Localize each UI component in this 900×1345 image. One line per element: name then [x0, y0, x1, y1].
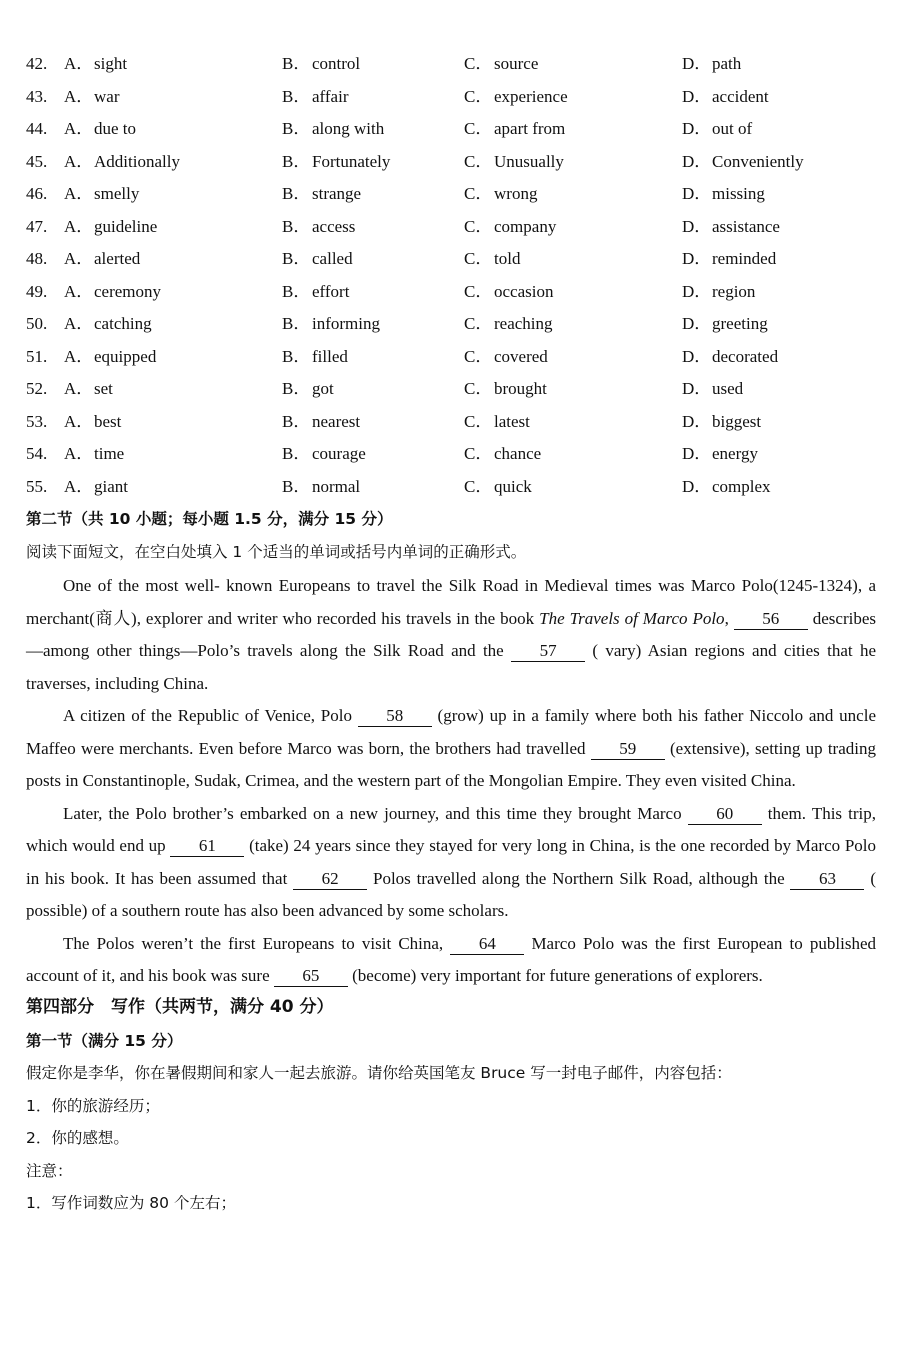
section2-heading: 第二节（共 10 小题；每小题 1.5 分，满分 15 分） [26, 510, 393, 528]
option-a: A．equipped [64, 346, 157, 366]
option-row [26, 343, 886, 376]
option-a: A．alerted [64, 249, 141, 268]
option-a: A．time [64, 444, 125, 463]
part4-subheading: 第一节（满分 15 分） [26, 1031, 183, 1050]
options-list [26, 50, 886, 505]
question-number: 50. [26, 314, 48, 333]
question-number: 48. [26, 249, 48, 268]
option-a: A．war [64, 86, 120, 106]
option-b: B．strange [282, 184, 362, 203]
writing-prompt: 假定你是李华，你在暑假期间和家人一起去旅游。请你给英国笔友 Bruce 写一封电子邮件，内容包括： [26, 1064, 732, 1082]
option-d: D．missing [682, 184, 765, 203]
question-number: 52. [26, 379, 48, 398]
option-row [26, 440, 886, 473]
option-a: A．catching [64, 314, 152, 333]
option-b: B．Fortunately [282, 151, 391, 171]
question-number: 51. [26, 346, 48, 366]
grammar-section [26, 505, 876, 1222]
option-d: D．region [682, 281, 756, 301]
option-d: D．accident [682, 86, 769, 106]
blank-61[interactable]: 61 [170, 836, 244, 857]
blank-58[interactable]: 58 [358, 706, 432, 727]
section2-instruction: 阅读下面短文，在空白处填入 1 个适当的单词或括号内单词的正确形式。 [26, 542, 527, 561]
passage-paragraph-1: One of the most well- known Europeans to travel the Silk Road in Medieval times was Marco Polo(1245-1324), a merchant(商人), explorer and writer who recorded his travels in the book The Travels of Marco Polo, 56 describes—among other things—Polo’s travels along the Silk Road and the 57 ( vary) Asian regions and cities that he traverses, including China. [26, 576, 876, 693]
option-a: A．Additionally [64, 151, 180, 171]
option-row [26, 83, 886, 116]
option-c: C．told [464, 249, 521, 268]
question-number: 55. [26, 476, 48, 496]
question-number: 46. [26, 184, 48, 203]
question-number: 44. [26, 119, 48, 138]
option-c: C．chance [464, 444, 542, 463]
option-c: C．reaching [464, 314, 553, 333]
option-a: A．set [64, 379, 113, 398]
option-c: C．quick [464, 476, 532, 496]
option-c: C．occasion [464, 281, 554, 301]
option-a: A．best [64, 411, 122, 431]
option-d: D．energy [682, 444, 758, 463]
option-b: B．nearest [282, 411, 361, 431]
note-item: 1．写作词数应为 80 个左右； [26, 1194, 236, 1212]
option-a: A．sight [64, 54, 128, 73]
option-c: C．source [464, 54, 539, 73]
option-d: D．biggest [682, 411, 762, 431]
option-row [26, 148, 886, 181]
option-b: B．control [282, 54, 361, 73]
option-d: D．out of [682, 119, 753, 138]
option-b: B．called [282, 249, 353, 268]
option-b: B．effort [282, 281, 350, 301]
blank-65[interactable]: 65 [274, 966, 348, 987]
blank-57[interactable]: 57 [511, 641, 585, 662]
option-d: D．reminded [682, 249, 777, 268]
option-c: C．company [464, 216, 557, 236]
option-d: D．assistance [682, 216, 780, 236]
option-c: C．apart from [464, 119, 566, 138]
option-d: D．path [682, 54, 742, 73]
book-title: The Travels of Marco Polo [539, 608, 725, 628]
option-row [26, 310, 886, 343]
option-b: B．along with [282, 119, 385, 138]
blank-59[interactable]: 59 [591, 739, 665, 760]
option-row [26, 180, 886, 213]
option-c: C．latest [464, 411, 530, 431]
blank-62[interactable]: 62 [293, 869, 367, 890]
option-row [26, 115, 886, 148]
option-b: B．got [282, 379, 334, 398]
option-row [26, 473, 886, 506]
option-c: C．experience [464, 86, 568, 106]
option-row [26, 213, 886, 246]
option-c: C．wrong [464, 184, 538, 203]
passage-paragraph-2: A citizen of the Republic of Venice, Polo 58 (grow) up in a family where both his father Niccolo and uncle Maffeo were merchants. Even before Marco was born, the brothers had travelled 59 (extensive), setting up trading posts in Constantinople, Sudak, Crimea, and the western part of the Mongolian Empire. They even visited China. [26, 706, 876, 790]
blank-60[interactable]: 60 [688, 804, 762, 825]
option-b: B．affair [282, 86, 349, 106]
question-number: 43. [26, 86, 48, 106]
question-number: 45. [26, 151, 48, 171]
option-row [26, 408, 886, 441]
option-row [26, 50, 886, 83]
passage-paragraph-4: The Polos weren’t the first Europeans to visit China, 64 Marco Polo was the first European to published account of it, and his book was sure 65 (become) very important for future generations of explorers. [26, 933, 876, 985]
question-number: 47. [26, 216, 48, 236]
question-number: 54. [26, 444, 48, 463]
note-label: 注意： [26, 1161, 73, 1180]
option-d: D．decorated [682, 346, 779, 366]
option-c: C．covered [464, 346, 548, 366]
option-d: D．used [682, 379, 744, 398]
option-c: C．Unusually [464, 151, 564, 171]
option-b: B．informing [282, 314, 380, 333]
blank-63[interactable]: 63 [790, 869, 864, 890]
option-a: A．giant [64, 476, 128, 496]
passage-paragraph-3: Later, the Polo brother’s embarked on a new journey, and this time they brought Marco 60 them. This trip, which would end up 61 (take) 24 years since they stayed for very long in China, is the one recorded by Marco Polo in his book. It has been assumed that 62 Polos travelled along the Northern Silk Road, although the 63 ( possible) of a southern route has also been advanced by some scholars. [26, 803, 876, 920]
option-a: A．ceremony [64, 281, 162, 301]
question-number: 49. [26, 281, 48, 301]
option-row [26, 245, 886, 278]
blank-64[interactable]: 64 [450, 934, 524, 955]
option-b: B．normal [282, 476, 361, 496]
option-d: D．Conveniently [682, 151, 804, 171]
prompt-item: 2．你的感想。 [26, 1129, 129, 1147]
prompt-item: 1．你的旅游经历； [26, 1096, 160, 1115]
option-a: A．due to [64, 119, 137, 138]
question-number: 42. [26, 54, 48, 73]
option-b: B．courage [282, 444, 366, 463]
part4-heading: 第四部分 写作（共两节，满分 40 分） [26, 996, 334, 1017]
option-b: B．filled [282, 346, 348, 366]
option-a: A．guideline [64, 216, 158, 236]
option-row [26, 375, 886, 408]
option-b: B．access [282, 216, 356, 236]
option-c: C．brought [464, 379, 547, 398]
option-a: A．smelly [64, 184, 140, 203]
option-d: D．greeting [682, 314, 768, 333]
blank-56[interactable]: 56 [734, 609, 808, 630]
option-d: D．complex [682, 476, 771, 496]
option-row [26, 278, 886, 311]
question-number: 53. [26, 411, 48, 431]
